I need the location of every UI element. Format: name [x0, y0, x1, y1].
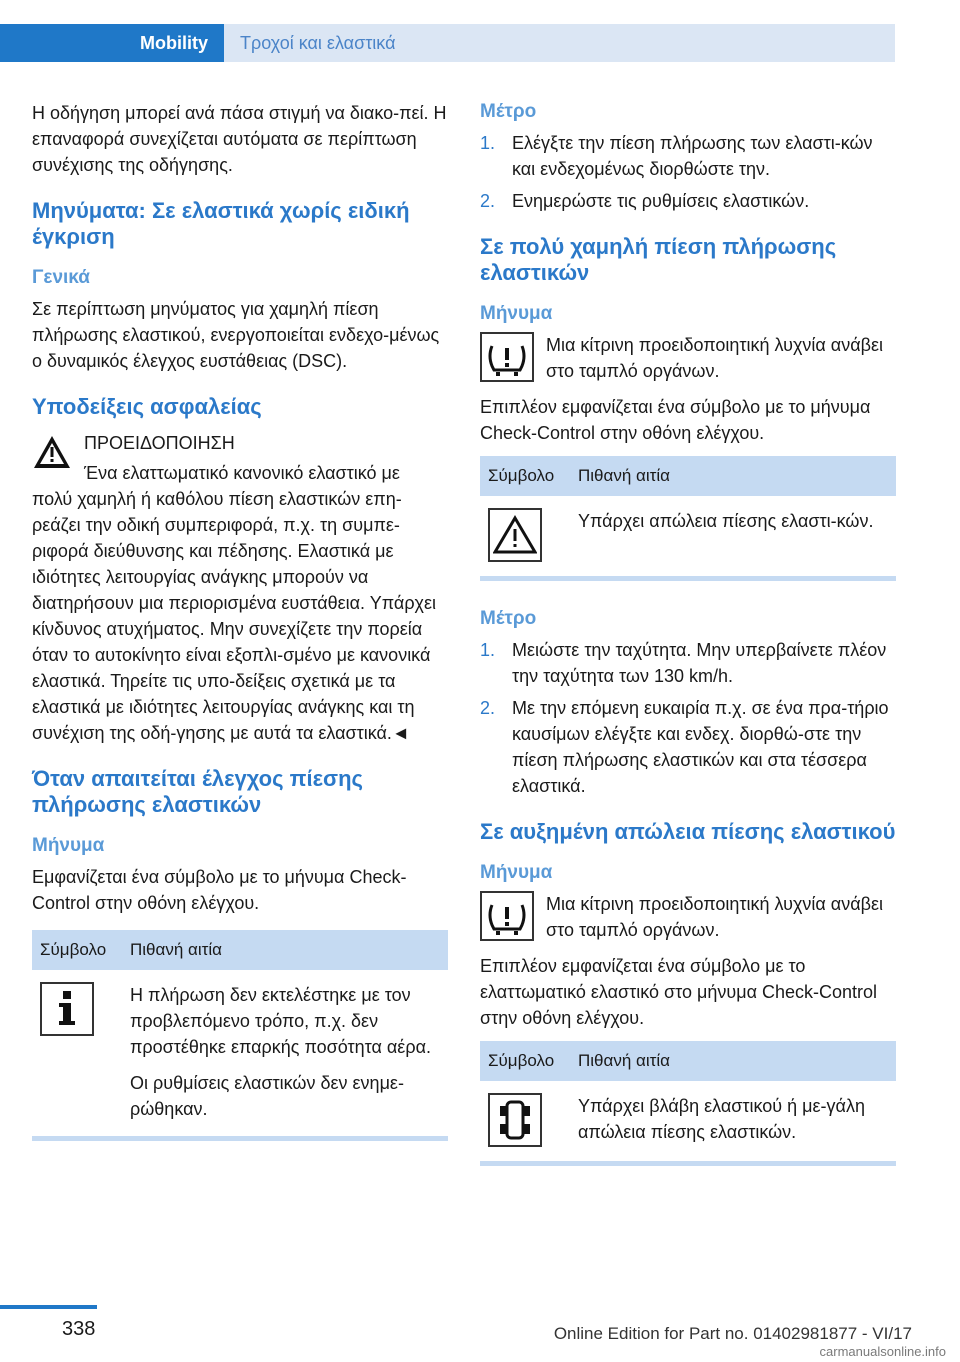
table-row	[480, 1081, 896, 1157]
lamp-text: Μια κίτρινη προειδοποιητική λυχνία ανάβει στο ταμπλό οργάνων.	[546, 894, 883, 940]
also-text: Επιπλέον εμφανίζεται ένα σύμβολο με το μήνυμα Check-Control στην οθόνη ελέγχου.	[480, 397, 871, 443]
page-number: 338	[62, 1318, 96, 1340]
heading-message: Μήνυμα	[480, 862, 553, 883]
col-cause: Πιθανή αιτία	[122, 930, 448, 970]
tire-pressure-lamp-icon	[480, 891, 534, 941]
cause-text: Η πλήρωση δεν εκτελέστηκε με τον προβλεπόμενο τρόπο, π.χ. δεν προστέθηκε επαρκής ποσότητα αέρα.	[130, 985, 431, 1057]
tire-pressure-lamp-icon	[480, 332, 534, 382]
list-item: 1. Μειώστε την ταχύτητα. Μην υπερβαίνετε πλέον την ταχύτητα των 130 km/h.	[480, 640, 887, 686]
cause-text: Υπάρχει απώλεια πίεσης ελαστι‐κών.	[578, 511, 874, 531]
warning-triangle-icon	[32, 432, 72, 472]
steps-list	[480, 637, 896, 799]
heading-message: Μήνυμα	[32, 835, 105, 856]
table-divider	[480, 1161, 896, 1166]
left-column	[32, 100, 448, 1141]
watermark: carmanualsonline.info	[819, 1344, 946, 1359]
cause-text: Οι ρυθμίσεις ελαστικών δεν ενημε‐ρώθηκαν.	[130, 1073, 404, 1119]
symbol-table	[480, 456, 896, 572]
steps-list	[480, 130, 896, 214]
warning-triangle-icon	[488, 508, 542, 562]
edition-text: Online Edition for Part no. 01402981877 - VI/17	[553, 1324, 912, 1343]
message-text: Εμφανίζεται ένα σύμβολο με το μήνυμα Check-Control στην οθόνη ελέγχου.	[32, 867, 407, 913]
col-symbol: Σύμβολο	[480, 456, 570, 496]
right-column	[480, 100, 896, 1166]
section-label: Mobility	[140, 32, 208, 53]
heading-safety: Υποδείξεις ασφαλείας	[32, 394, 262, 419]
list-item: 2. Ενημερώστε τις ρυθμίσεις ελαστικών.	[480, 191, 810, 211]
col-symbol: Σύμβολο	[480, 1041, 570, 1081]
list-item: 2. Με την επόμενη ευκαιρία π.χ. σε ένα πρα‐τήριο καυσίμων ελέγξτε και ενδεχ. διορθώ‐στε την πίεση πλήρωσης ελαστικών και στα τέσσερα ελαστικά.	[480, 698, 889, 796]
col-symbol: Σύμβολο	[32, 930, 122, 970]
info-icon	[40, 982, 94, 1036]
symbol-table	[32, 930, 448, 1132]
heading-measure: Μέτρο	[480, 608, 537, 629]
col-cause: Πιθανή αιτία	[570, 1041, 896, 1081]
cause-text: Υπάρχει βλάβη ελαστικού ή με‐γάλη απώλεια πίεσης ελαστικών.	[578, 1096, 865, 1142]
lamp-block	[480, 332, 896, 394]
warning-text: πολύ χαμηλή ή καθόλου πίεση ελαστικών επη‐ρεάζει την οδική συμπεριφορά, π.χ. τη συμπε‐ριφορά διεύθυνσης και πέδησης. Ελαστικά με ιδιότητες λειτουργίας ανάγκης μπορούν να διατηρήσουν μια περιορισμένα ευστάθεια. Υπάρχει κίνδυνος ατυχήματος. Μην συνεχίζετε την πορεία όταν το αυτοκίνητο είναι εξοπλι‐σμένο με κανονικά ελαστικά. Τηρείτε τις υπο‐δείξεις σχετικά με τα ελαστικά με ιδιότητες λειτουργίας ανάγκης και τη συνέχιση της οδή‐γησης με αυτά τα ελαστικά.◄	[32, 489, 437, 743]
intro-text: Η οδήγηση μπορεί ανά πάσα στιγμή να διακο‐πεί. Η επαναφορά συνεχίζεται αυτόματα σε περίπτωση συνέχισης της οδήγησης.	[32, 103, 447, 175]
table-divider	[480, 576, 896, 581]
heading-check-pressure: Όταν απαιτείται έλεγχος πίεσης πλήρωσης ελαστικών	[32, 766, 363, 817]
table-divider	[32, 1136, 448, 1141]
table-row	[32, 970, 448, 1132]
symbol-table	[480, 1041, 896, 1157]
warning-block	[32, 430, 448, 486]
chapter-label: Τροχοί και ελαστικά	[240, 32, 396, 53]
heading-general: Γενικά	[32, 267, 90, 288]
heading-increased-loss: Σε αυξημένη απώλεια πίεσης ελαστικού	[480, 819, 896, 844]
lamp-block	[480, 891, 896, 953]
car-tires-icon	[488, 1093, 542, 1147]
also-text: Επιπλέον εμφανίζεται ένα σύμβολο με το ελαττωματικό ελαστικό στο μήνυμα Check-Control στην οθόνη ελέγχου.	[480, 956, 878, 1028]
lamp-text: Μια κίτρινη προειδοποιητική λυχνία ανάβει στο ταμπλό οργάνων.	[546, 335, 883, 381]
chapter-tab[interactable]	[224, 24, 895, 62]
warning-title: ΠΡΟΕΙΔΟΠΟΙΗΣΗ	[84, 433, 235, 453]
section-tab-mobility[interactable]	[0, 24, 224, 62]
warning-lead: Ένα ελαττωματικό κανονικό ελαστικό με	[84, 463, 400, 483]
general-text: Σε περίπτωση μηνύματος για χαμηλή πίεση πλήρωσης ελαστικού, ενεργοποιείται ενδεχο‐μένως ο δυναμικός έλεγχος ευστάθειας (DSC).	[32, 299, 440, 371]
heading-messages-unapproved: Μηνύματα: Σε ελαστικά χωρίς ειδική έγκριση	[32, 198, 410, 249]
table-row	[480, 496, 896, 572]
heading-measure: Μέτρο	[480, 101, 537, 122]
col-cause: Πιθανή αιτία	[570, 456, 896, 496]
footer-accent-line	[0, 1305, 97, 1309]
heading-message: Μήνυμα	[480, 303, 553, 324]
list-item: 1. Ελέγξτε την πίεση πλήρωσης των ελαστι‐κών και ενδεχομένως διορθώστε την.	[480, 133, 873, 179]
heading-very-low-pressure: Σε πολύ χαμηλή πίεση πλήρωσης ελαστικών	[480, 234, 837, 285]
